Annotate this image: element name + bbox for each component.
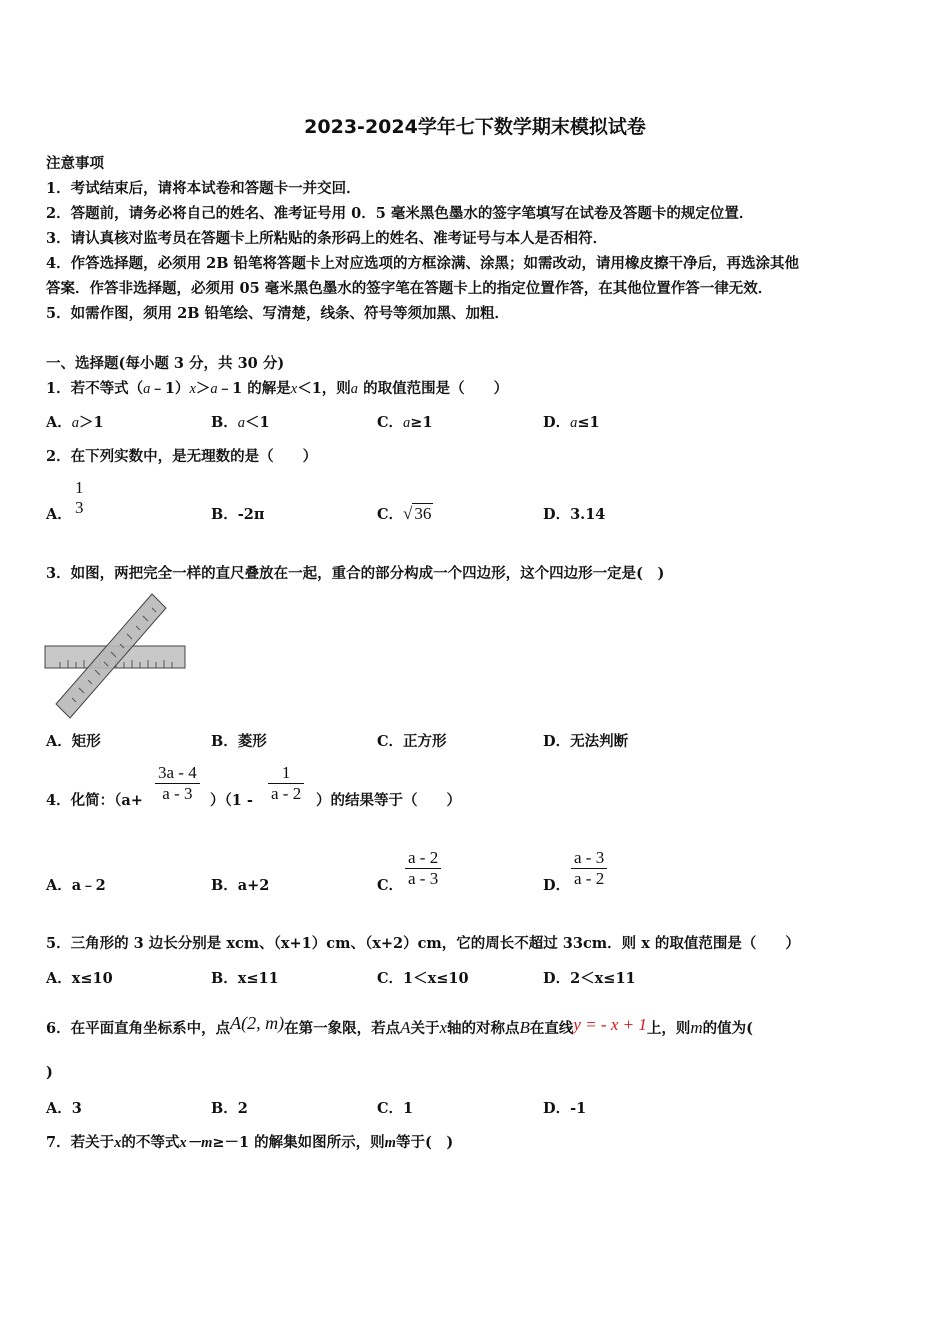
note-item: 1．考试结束后，请将本试卷和答题卡一并交回． — [46, 180, 361, 197]
option-c: C．正方形 — [377, 733, 447, 750]
option-c: C．1＜x≤10 — [377, 970, 469, 987]
option-a: A．a＞1 — [46, 414, 104, 431]
option-b: B．a+2 — [211, 877, 270, 894]
note-item: 5．如需作图，须用 2B 铅笔绘、写清楚，线条、符号等须加黑、加粗． — [46, 305, 510, 322]
option-a: A．x≤10 — [46, 970, 113, 987]
option-c: C． — [377, 877, 404, 894]
fraction: a - 3 a - 2 — [571, 848, 607, 889]
note-item: 3．请认真核对监考员在答题卡上所粘贴的条形码上的姓名、准考证号与本人是否相符． — [46, 230, 608, 247]
option-d: D．2＜x≤11 — [543, 970, 636, 987]
option-d: D．无法判断 — [543, 733, 629, 750]
option-b: B．2 — [211, 1100, 248, 1117]
question-4-suffix: ）的结果等于（ ） — [316, 792, 461, 809]
fraction: 1 3 — [75, 478, 84, 517]
section-heading: 一、选择题(每小题 3 分，共 30 分) — [46, 355, 285, 372]
option-c: C．a≥1 — [377, 414, 433, 431]
page-title: 2023-2024学年七下数学期末模拟试卷 — [304, 116, 646, 138]
question-7: 7．若关于x的不等式x－m≥－1 的解集如图所示，则m等于( ) — [46, 1134, 454, 1151]
option-d: D．3.14 — [543, 506, 606, 523]
option-a: A．矩形 — [46, 733, 101, 750]
note-item: 4．作答选择题，必须用 2B 铅笔将答题卡上对应选项的方框涂满、涂黑；如需改动，请用橡皮擦干净后，再选涂其他 — [46, 255, 800, 272]
question-4-prefix: 4．化简：（a+ — [46, 792, 143, 809]
rulers-figure — [44, 590, 190, 720]
question-4-mid: ）（1 - — [210, 792, 253, 809]
option-b: B．菱形 — [211, 733, 267, 750]
question-1: 1．若不等式（a﹣1）x＞a﹣1 的解是x＜1，则a 的取值范围是（ ） — [46, 380, 509, 397]
note-item: 答案．作答非选择题，必须用 05 毫米黑色墨水的签字笔在答题卡上的指定位置作答，在其他位置作答一律无效． — [46, 280, 773, 297]
note-item: 2．答题前，请务必将自己的姓名、准考证号用 0．5 毫米黑色墨水的签字笔填写在试卷及答题卡的规定位置． — [46, 205, 754, 222]
option-d: D．-1 — [543, 1100, 587, 1117]
notes-heading: 注意事项 — [46, 155, 104, 172]
question-5: 5．三角形的 3 边长分别是 xcm、（x+1）cm、（x+2）cm，它的周长不超过 33cm．则 x 的取值范围是（ ） — [46, 935, 800, 952]
option-d: D． — [543, 877, 571, 894]
question-2: 2．在下列实数中，是无理数的是（ ） — [46, 448, 318, 465]
question-3: 3．如图，两把完全一样的直尺叠放在一起，重合的部分构成一个四边形，这个四边形一定是( ) — [46, 565, 665, 582]
option-a: A．a﹣2 — [46, 877, 106, 894]
option-a: A． — [46, 506, 72, 523]
option-b: B．a＜1 — [211, 414, 270, 431]
option-c: C．1 — [377, 1100, 414, 1117]
fraction: 3a - 4 a - 3 — [155, 763, 200, 804]
fraction: 1 a - 2 — [268, 763, 304, 804]
question-6: 6．在平面直角坐标系中，点A(2, m)在第一象限，若点A关于x轴的对称点B在直线y = - x + 1上，则m的值为( — [46, 1013, 754, 1037]
option-d: D．a≤1 — [543, 414, 600, 431]
option-a: A．3 — [46, 1100, 82, 1117]
fraction: a - 2 a - 3 — [405, 848, 441, 889]
option-b: B．x≤11 — [211, 970, 279, 987]
option-b: B．-2π — [211, 506, 265, 523]
option-c: C．√ 36 — [377, 504, 432, 523]
question-6-close: ) — [46, 1064, 53, 1081]
